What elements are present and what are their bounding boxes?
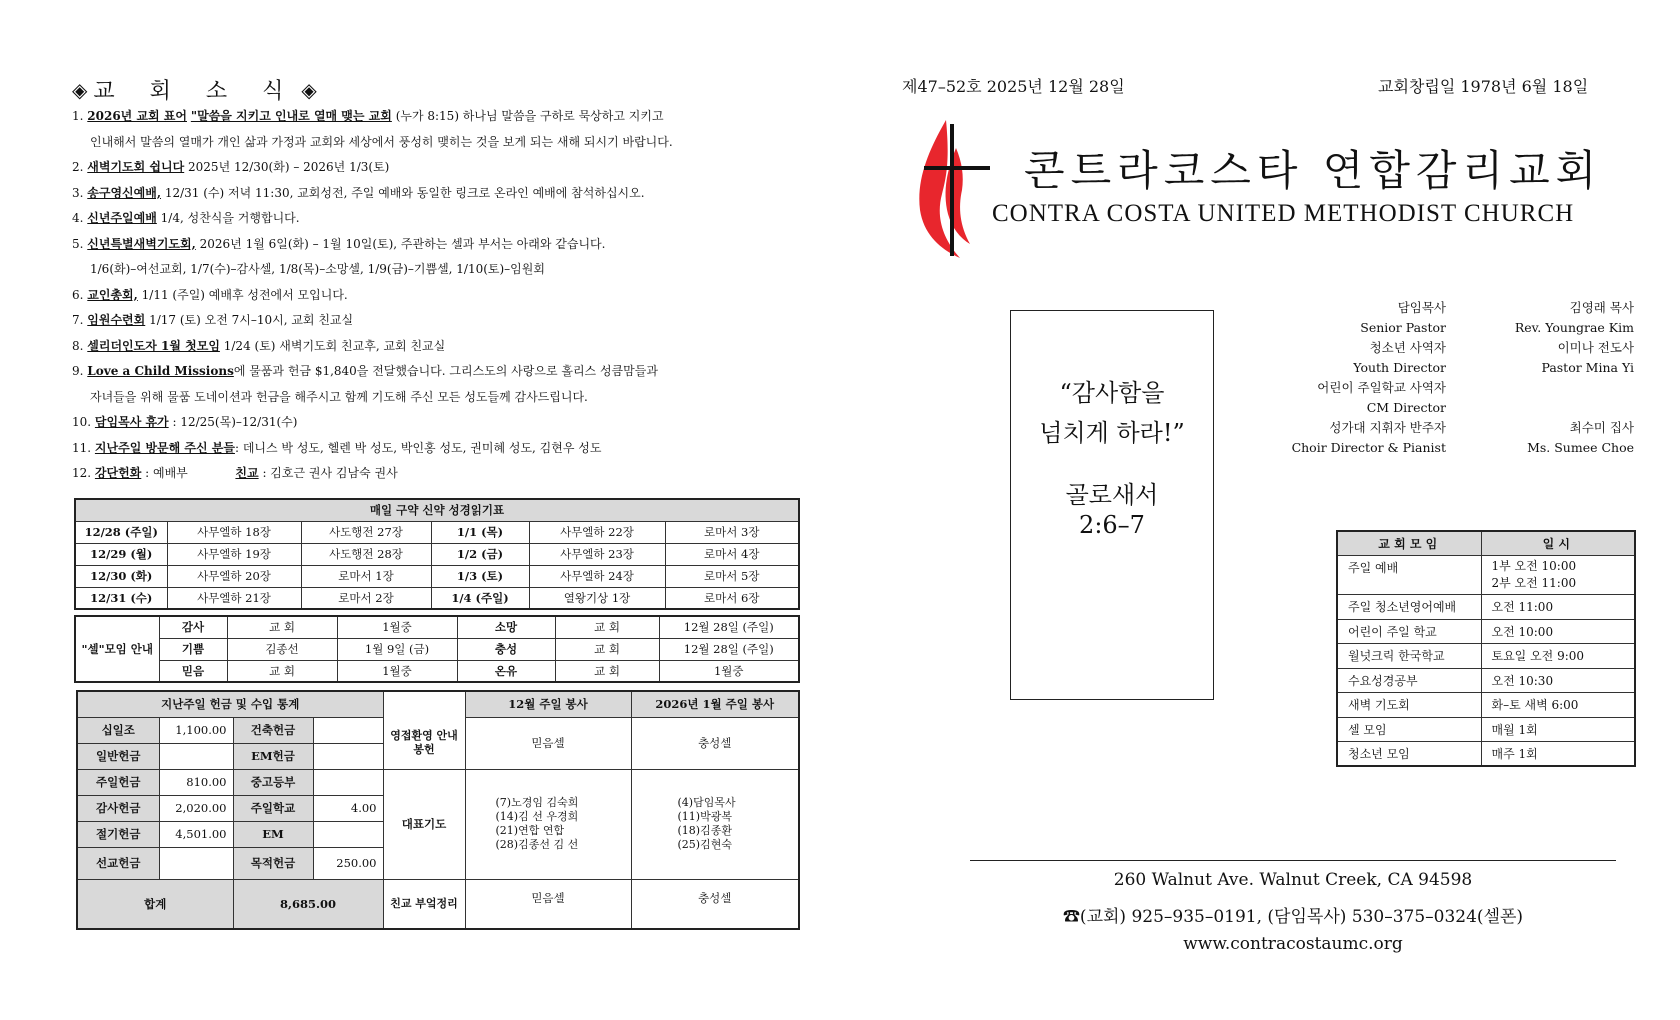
issue-date: 제47–52호 2025년 12월 28일 [902,77,1125,96]
news-item-cont: 인내해서 말씀의 열매가 개인 삶과 가정과 교회와 세상에서 풍성히 맺히는 것을 보게 되는 새해 되시기 바랍니다. [90,134,673,149]
table-row: 지난주일 헌금 및 수입 통계 12월 주일 봉사 2026년 1월 주일 봉사 [77,691,799,717]
table-row: 주일 예배 1부 오전 10:00 2부 오전 11:00 [1337,556,1635,595]
bible-table-title: 매일 구약 신약 성경읽기표 [75,499,799,521]
verse-line-1: “감사함을 [1059,379,1165,407]
table-row: 수요성경공부 오전 10:30 [1337,668,1635,693]
table-row: 십일조 1,100.00 건축헌금 영접환영 안내봉헌 믿음셀 충성셀 [77,717,799,743]
news-item: 6. 교인총회, 1/11 (주일) 예배후 성전에서 모입니다. [72,287,348,302]
news-item: 7. 임원수련회 1/17 (토) 오전 7시–10시, 교회 친교실 [72,313,354,327]
staff-role: 청소년 사역자 Youth Director [1353,340,1446,375]
offering-title: 지난주일 헌금 및 수입 통계 [77,691,383,717]
table-row: 합계 8,685.00 친교 부엌정리 믿음셀 충성셀 [77,879,799,929]
offering-service-table [76,690,800,930]
news-item: 10. 담임목사 휴가 : 12/25(목)–12/31(수) [72,415,298,429]
table-row: "셀"모임 안내 감사 교 회 1월중 소망 교 회 12월 28일 (주일) [75,616,799,638]
founding-date: 교회창립일 1978년 6월 18일 [1378,77,1589,96]
table-row: 감사헌금 2,020.00 주일학교 4.00 [77,795,799,821]
news-item: 9. Love a Child Missions에 물품과 헌금 $1,840을 전달했습니다. 그리스도의 사랑으로 홀리스 성큼맘들과 [72,364,658,378]
news-title: 교 회 소 식 [93,79,298,104]
news-header [72,74,317,105]
table-row: 12/30 (화) 사무엘하 20장 로마서 1장 1/3 (토) 사무엘하 24장 로마서 5장 [75,565,799,587]
ornament-icon: ◈ [72,77,88,102]
staff-role: 담임목사 Senior Pastor [1360,300,1446,335]
news-item: 12. 강단헌화 : 예배부 친교 : 김호근 권사 김남숙 권사 [72,466,398,480]
news-list [72,104,802,487]
cross-flame-logo-icon [912,118,990,260]
table-row: 셀 모임 매월 1회 [1337,717,1635,742]
verse-book: 골로새서 [1065,481,1159,509]
news-item: 3. 송구영신예배, 12/31 (수) 저녁 11:30, 교회성전, 주일 예배와 동일한 링크로 온라인 예배에 참석하십시오. [72,185,645,200]
ornament-icon: ◈ [301,77,317,102]
cell-meeting-table [74,615,800,683]
church-address: 260 Walnut Ave. Walnut Creek, CA 94598 [1113,870,1473,890]
news-item: 5. 신년특별새벽기도회, 2026년 1월 6일(화) – 1월 10일(토), 주관하는 셀과 부서는 아래와 같습니다. [72,236,606,251]
table-row: 절기헌금 4,501.00 EM [77,821,799,847]
bible-reading-table [74,498,800,610]
news-item: 1. 2026년 교회 표어 "말씀을 지키고 인내로 열매 맺는 교회 (누가 8:15) 하나님 말씀을 구하로 묵상하고 지키고 [72,109,664,123]
table-row: 새벽 기도회 화–토 새벽 6:00 [1337,693,1635,718]
table-row: 기쁨 김종선 1월 9일 (금) 충성 교 회 12월 28일 (주일) [75,638,799,660]
table-row: 12/28 (주일) 사무엘하 18장 사도행전 27장 1/1 (목) 사무엘하 22장 로마서 3장 [75,521,799,543]
verse-reference: 2:6–7 [1079,511,1145,539]
table-row: 선교헌금 목적헌금 250.00 [77,847,799,879]
news-item-cont: 자녀들을 위해 물품 도네이션과 헌금을 해주시고 함께 기도해 주신 모든 성도들께 감사드립니다. [90,389,588,404]
staff-name: 최수미 집사 Ms. Sumee Choe [1527,420,1634,455]
church-name-korean: 콘트라코스타 연합감리교회 [1024,146,1603,195]
news-item: 8. 셀리더인도자 1월 첫모임 1/24 (토) 새벽기도회 친교후, 교회 친교실 [72,338,446,353]
table-row: 교 회 모 임 일 시 [1337,531,1635,556]
table-row: 12/31 (수) 사무엘하 21장 로마서 2장 1/4 (주일) 열왕기상 1장 로마서 6장 [75,587,799,609]
church-phone: ☎(교회) 925–935–0191, (담임목사) 530–375–0324(셀폰) [1062,907,1524,927]
church-name-english: CONTRA COSTA UNITED METHODIST CHURCH [992,200,1575,227]
table-row: 일반헌금 EM헌금 [77,743,799,769]
news-item: 4. 신년주일예배 1/4, 성찬식을 거행합니다. [72,211,300,225]
church-website-link[interactable]: www.contracostaumc.org [1183,934,1403,954]
divider [970,860,1616,861]
table-row: 월넛크릭 한국학교 토요일 오전 9:00 [1337,644,1635,669]
staff-role: 성가대 지휘자 반주자 Choir Director & Pianist [1291,420,1446,455]
verse-line-2: 넘치게 하라!” [1039,419,1185,447]
news-item-cont: 1/6(화)–여선교회, 1/7(수)–감사셀, 1/8(목)–소망셀, 1/9(금)–기쁨셀, 1/10(토)–임원회 [90,262,545,276]
table-row: 어린이 주일 학교 오전 10:00 [1337,619,1635,644]
table-row: 12/29 (월) 사무엘하 19장 사도행전 28장 1/2 (금) 사무엘하 23장 로마서 4장 [75,543,799,565]
news-item: 11. 지난주일 방문해 주신 분들: 데니스 박 성도, 헬렌 박 성도, 박인홍 성도, 권미혜 성도, 김현우 성도 [72,440,602,455]
news-item: 2. 새벽기도회 쉽니다 2025년 12/30(화) – 2026년 1/3(토) [72,160,390,174]
cell-label: "셀"모임 안내 [75,616,159,682]
church-meetings-table [1336,530,1636,767]
table-row: 청소년 모임 매주 1회 [1337,742,1635,767]
table-row: 믿음 교 회 1월중 온유 교 회 1월중 [75,660,799,682]
scripture-box [1010,310,1214,700]
staff-name: 이미나 전도사 Pastor Mina Yi [1541,340,1634,375]
table-row: 주일헌금 810.00 중고등부 대표기도 (7)노경임 김숙희 (14)김 선 우경희 (21)연합 연합 (28)김종선 김 선 (4)담임목사 (11)박광복 (18)김종환 (25)김현숙 [77,769,799,795]
staff-name: 김영래 목사 Rev. Youngrae Kim [1514,300,1634,335]
table-row: 주일 청소년영어예배 오전 11:00 [1337,595,1635,620]
staff-role: 어린이 주일학교 사역자 CM Director [1317,380,1446,415]
